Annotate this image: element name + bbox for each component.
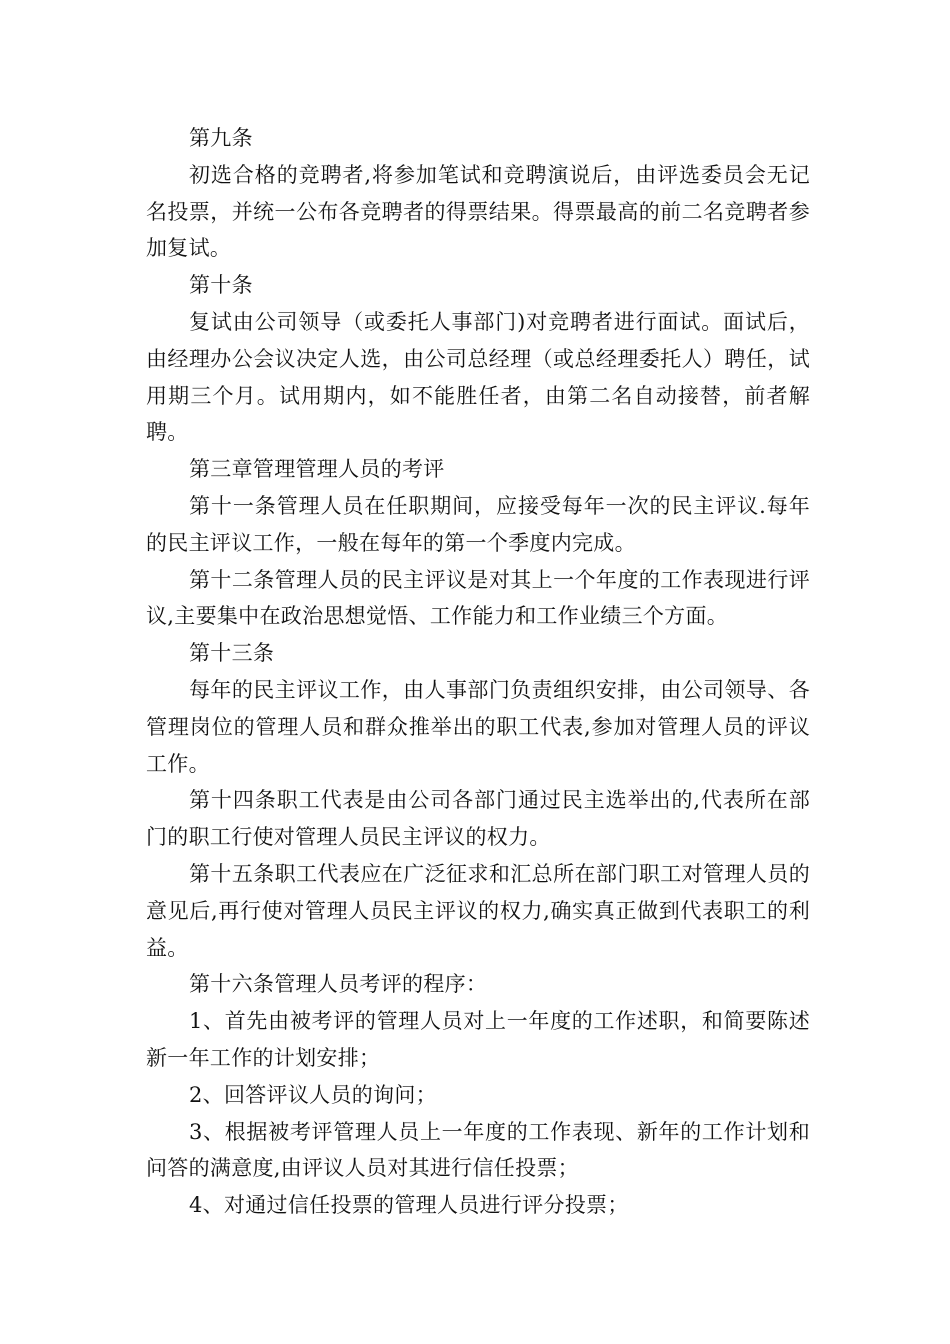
- article-9-heading: 第九条: [189, 126, 253, 150]
- document-body: [146, 120, 810, 1224]
- article-13-heading: 第十三条: [189, 641, 275, 666]
- article-14-text: 第十四条职工代表是由公司各部门通过民主选举出的,代表所在部门的职工行使对管理人员民主评议的权力。: [146, 788, 810, 850]
- article-15-text: 第十五条职工代表应在广泛征求和汇总所在部门职工对管理人员的意见后,再行使对管理人员民主评议的权力,确实真正做到代表职工的利益。: [146, 861, 810, 960]
- article-11-text: 第十一条管理人员在任职期间，应接受每年一次的民主评议.每年的民主评议工作，一般在每年的第一个季度内完成。: [146, 493, 810, 555]
- article-12-text: 第十二条管理人员的民主评议是对其上一个年度的工作表现进行评议,主要集中在政治思想觉悟、工作能力和工作业绩三个方面。: [146, 567, 810, 629]
- procedure-item-2: 2、回答评议人员的询问；: [189, 1082, 437, 1107]
- article-10-text: 复试由公司领导（或委托人事部门)对竞聘者进行面试。面试后，由经理办公会议决定人选，由公司总经理（或总经理委托人）聘任，试用期三个月。试用期内，如不能胜任者，由第二名自动接替，前者解聘。: [146, 309, 810, 445]
- procedure-item-3: 3、根据被考评管理人员上一年度的工作表现、新年的工作计划和问答的满意度,由评议人员对其进行信任投票；: [146, 1119, 810, 1181]
- article-9-text: 初选合格的竞聘者,将参加笔试和竞聘演说后，由评选委员会无记名投票，并统一公布各竞聘者的得票结果。得票最高的前二名竞聘者参加复试。: [146, 162, 810, 261]
- chapter-3-heading: 第三章管理管理人员的考评: [189, 457, 445, 482]
- procedure-item-4: 4、对通过信任投票的管理人员进行评分投票；: [189, 1193, 629, 1218]
- article-13-text: 每年的民主评议工作，由人事部门负责组织安排，由公司领导、各管理岗位的管理人员和群众推举出的职工代表,参加对管理人员的评议工作。: [146, 677, 810, 776]
- article-10-heading: 第十条: [189, 273, 253, 298]
- article-16-text: 第十六条管理人员考评的程序：: [189, 972, 488, 997]
- procedure-item-1: 1、首先由被考评的管理人员对上一年度的工作述职，和简要陈述新一年工作的计划安排；: [146, 1009, 810, 1070]
